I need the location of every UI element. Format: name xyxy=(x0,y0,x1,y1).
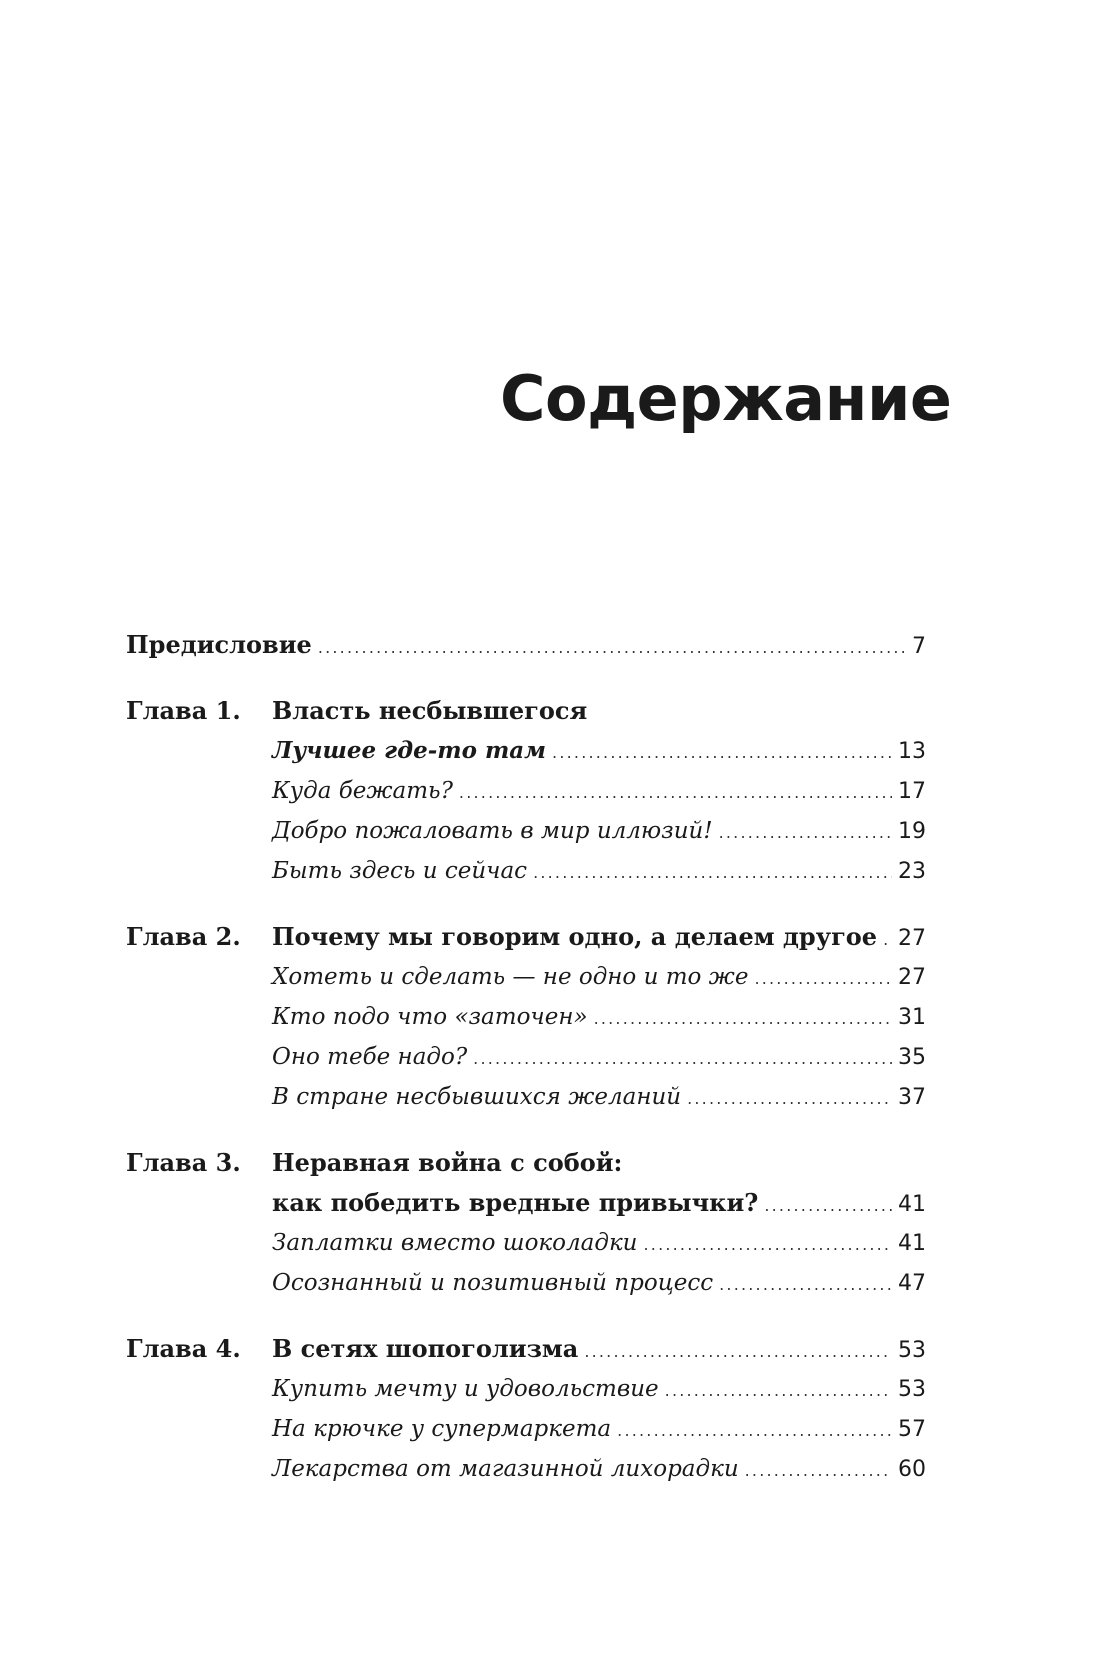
entry-title: Быть здесь и сейчас xyxy=(272,858,528,884)
page-number: 47 xyxy=(898,1271,926,1296)
page-number: 23 xyxy=(898,859,926,884)
entry-title: Купить мечту и удовольствие xyxy=(272,1376,659,1402)
entry-title: Кто подо что «заточен» xyxy=(272,1004,588,1030)
page-number: 53 xyxy=(898,1338,926,1363)
dot-leader xyxy=(745,1451,892,1491)
chapter-label: Глава 4. xyxy=(126,1334,241,1363)
toc-entry[interactable] xyxy=(126,1077,926,1117)
chapter-3-heading-cont[interactable] xyxy=(126,1183,926,1223)
dot-leader xyxy=(552,733,892,773)
toc-entry[interactable] xyxy=(126,1409,926,1449)
dot-leader xyxy=(318,628,906,668)
entry-title: Осознанный и позитивный процесс xyxy=(272,1270,714,1296)
toc-entry[interactable] xyxy=(126,1223,926,1263)
toc-entry[interactable] xyxy=(126,957,926,997)
toc-entry[interactable] xyxy=(126,731,926,771)
dot-leader xyxy=(665,1371,892,1411)
page-number: 57 xyxy=(898,1417,926,1442)
chapter-title: Почему мы говорим одно, а делаем другое xyxy=(272,922,878,951)
entry-title: В стране несбывшихся желаний xyxy=(272,1084,682,1110)
page-number: 17 xyxy=(898,779,926,804)
entry-title: Лекарства от магазинной лихорадки xyxy=(272,1456,739,1482)
page-number: 7 xyxy=(912,634,926,659)
entry-title: Оно тебе надо? xyxy=(272,1044,468,1070)
chapter-2-heading[interactable] xyxy=(126,917,926,957)
dot-leader xyxy=(533,853,892,893)
dot-leader xyxy=(473,1039,892,1079)
entry-title: На крючке у супермаркета xyxy=(272,1416,612,1442)
dot-leader xyxy=(644,1225,893,1265)
toc-entry-preface[interactable] xyxy=(126,625,926,665)
dot-leader xyxy=(459,773,892,813)
page-number: 41 xyxy=(898,1231,926,1256)
chapter-label: Глава 3. xyxy=(126,1148,241,1177)
dot-leader xyxy=(764,1186,892,1226)
chapter-title: Власть несбывшегося xyxy=(272,696,588,725)
page-number: 27 xyxy=(898,926,926,951)
toc-entry[interactable] xyxy=(126,1037,926,1077)
entry-title: Куда бежать? xyxy=(272,778,453,804)
dot-leader xyxy=(594,999,892,1039)
page-number: 13 xyxy=(898,739,926,764)
entry-title: Добро пожаловать в мир иллюзий! xyxy=(272,818,713,844)
dot-leader xyxy=(754,959,892,999)
toc-entry[interactable] xyxy=(126,771,926,811)
dot-leader xyxy=(883,920,892,960)
chapter-3-heading[interactable] xyxy=(126,1143,926,1183)
page-number: 60 xyxy=(898,1457,926,1482)
page-number: 53 xyxy=(898,1377,926,1402)
dot-leader xyxy=(617,1411,892,1451)
chapter-1-heading[interactable] xyxy=(126,691,926,731)
chapter-title: Неравная война с собой: xyxy=(272,1148,623,1177)
toc-entry[interactable] xyxy=(126,811,926,851)
page-number: 27 xyxy=(898,965,926,990)
page-number: 19 xyxy=(898,819,926,844)
entry-title: Хотеть и сделать — не одно и то же xyxy=(272,964,749,990)
toc-entry[interactable] xyxy=(126,851,926,891)
dot-leader xyxy=(719,1265,892,1305)
dot-leader xyxy=(687,1079,892,1119)
page-number: 35 xyxy=(898,1045,926,1070)
entry-title: Заплатки вместо шоколадки xyxy=(272,1230,638,1256)
page-number: 37 xyxy=(898,1085,926,1110)
chapter-label: Глава 2. xyxy=(126,922,241,951)
chapter-title: В сетях шопоголизма xyxy=(272,1334,579,1363)
page-title: Содержание xyxy=(500,362,952,435)
entry-title: Лучшее где-то там xyxy=(272,737,547,764)
toc-entry[interactable] xyxy=(126,1449,926,1489)
chapter-label: Глава 1. xyxy=(126,696,241,725)
table-of-contents xyxy=(126,625,926,1489)
toc-entry[interactable] xyxy=(126,1369,926,1409)
chapter-title: как победить вредные привычки? xyxy=(272,1188,759,1217)
page-number: 41 xyxy=(898,1192,926,1217)
chapter-4-heading[interactable] xyxy=(126,1329,926,1369)
entry-title: Предисловие xyxy=(126,630,312,659)
page-number: 31 xyxy=(898,1005,926,1030)
toc-entry[interactable] xyxy=(126,997,926,1037)
dot-leader xyxy=(719,813,892,853)
toc-entry[interactable] xyxy=(126,1263,926,1303)
dot-leader xyxy=(584,1332,892,1372)
